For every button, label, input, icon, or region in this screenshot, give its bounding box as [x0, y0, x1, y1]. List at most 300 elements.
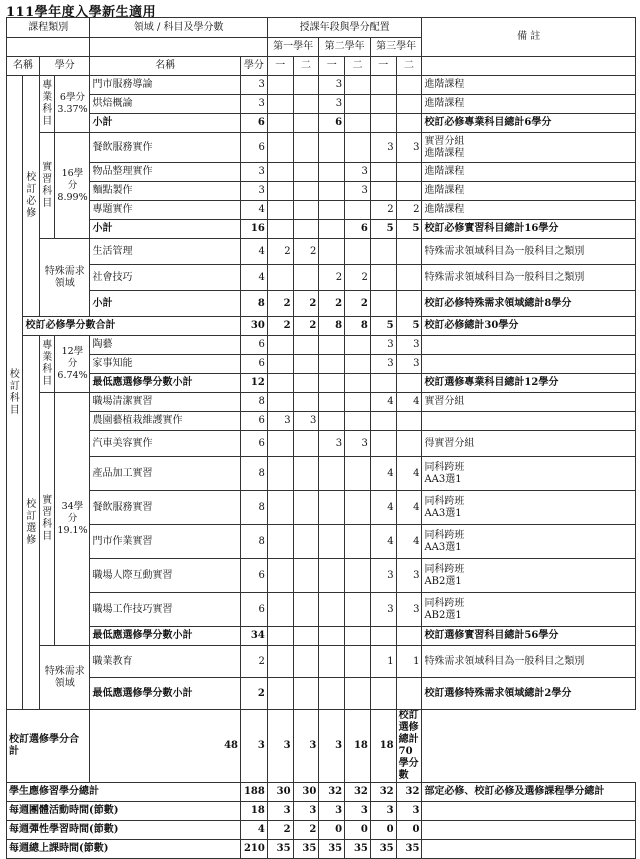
- header-subject-credits: 學分: [241, 57, 268, 76]
- semester-credit: [319, 491, 345, 525]
- semester-credit: [396, 291, 422, 317]
- semester-credit: 5: [396, 317, 422, 336]
- semester-credit: 4: [370, 457, 396, 491]
- remark-line: 進階課程: [424, 185, 465, 196]
- total-semester: 2: [293, 821, 319, 840]
- semester-credit: 8: [319, 317, 345, 336]
- semester-credit: [345, 336, 371, 355]
- total-semester: 0: [319, 821, 345, 840]
- semester-credit: [267, 336, 293, 355]
- semester-credit: [293, 627, 319, 646]
- remark-cell: [422, 317, 636, 336]
- semester-credit: [396, 182, 422, 201]
- subject-name: 家事知能: [90, 355, 241, 374]
- semester-credit: 3: [396, 559, 422, 593]
- semester-credit: [267, 393, 293, 412]
- total-semester: 32: [345, 783, 371, 802]
- semester-credit: [293, 355, 319, 374]
- semester-credit: [345, 355, 371, 374]
- remark-line: 同科跨班: [424, 529, 465, 541]
- remark-cell: [422, 220, 636, 239]
- subject-name: 職場工作技巧實習: [90, 593, 241, 627]
- total-semester: 30: [293, 783, 319, 802]
- total-semester: 0: [345, 821, 371, 840]
- remark-line: 得實習分組: [424, 437, 475, 449]
- remark-line: 進階課程: [424, 79, 465, 90]
- semester-credit: [396, 114, 422, 133]
- remark-line: 校訂必修專業科目總計6學分: [424, 117, 552, 128]
- semester-credit: [396, 627, 422, 646]
- table-row: [7, 491, 636, 525]
- semester-credit: [293, 559, 319, 593]
- semester-credit: [293, 678, 319, 710]
- total-semester: 35: [267, 840, 293, 859]
- semester-credit: [345, 95, 371, 114]
- semester-credit: [293, 393, 319, 412]
- total-semester: 0: [396, 821, 422, 840]
- semester-credit: [267, 114, 293, 133]
- remark-cell: [396, 710, 422, 783]
- semester-credit: 2: [293, 239, 319, 265]
- semester-credit: [267, 95, 293, 114]
- semester-credit: [319, 559, 345, 593]
- remark-cell: [422, 678, 636, 710]
- remark-line: 進階課程: [424, 204, 465, 215]
- semester-credit: [293, 114, 319, 133]
- remark-cell: [422, 393, 636, 412]
- semester-credit: [319, 627, 345, 646]
- semester-credit: 2: [293, 317, 319, 336]
- total-semester: 35: [345, 840, 371, 859]
- semester-credit: [267, 457, 293, 491]
- semester-credit: [396, 95, 422, 114]
- subject-name: 專題實作: [90, 201, 241, 220]
- total-semester: 3: [267, 802, 293, 821]
- header-sem: 二: [396, 57, 422, 76]
- subject-name: 職場清潔實習: [90, 393, 241, 412]
- remark-line: 校訂選修專業科目總計12學分: [424, 377, 559, 388]
- remark-line: 實習分組: [424, 396, 465, 407]
- table-row: [7, 525, 636, 559]
- semester-credit: 3: [319, 431, 345, 457]
- subject-name: 職場人際互動實習: [90, 559, 241, 593]
- semester-credit: 2: [319, 265, 345, 291]
- semester-credit: [345, 593, 371, 627]
- semester-credit: [396, 265, 422, 291]
- category-special: 特殊需求領域: [39, 239, 90, 317]
- table-row: [7, 220, 636, 239]
- subject-name: 產品加工實習: [90, 457, 241, 491]
- remark-cell: [422, 627, 636, 646]
- semester-credit: 3: [319, 95, 345, 114]
- remark-cell: [422, 374, 636, 393]
- header-cat-name: 名稱: [7, 57, 40, 76]
- semester-credit: [345, 627, 371, 646]
- subject-credits: 3: [241, 163, 268, 182]
- total-credits: 188: [241, 783, 268, 802]
- semester-credit: 2: [267, 291, 293, 317]
- semester-credit: 4: [396, 393, 422, 412]
- semester-credit: [396, 678, 422, 710]
- header-sem: 一: [319, 57, 345, 76]
- semester-credit: [370, 239, 396, 265]
- header-row-3: [7, 57, 636, 76]
- semester-credit: [345, 76, 371, 95]
- total-remark: [422, 840, 636, 859]
- subject-name: 社會技巧: [90, 265, 241, 291]
- subject-credits: 6: [241, 559, 268, 593]
- semester-credit: 3: [345, 431, 371, 457]
- remark-line: 實習分組: [424, 135, 465, 147]
- semester-credit: [396, 239, 422, 265]
- subject-credits: 8: [241, 525, 268, 559]
- remark-line: 特殊需求領域科目為一般科目之類別: [424, 655, 585, 667]
- semester-credit: [293, 133, 319, 163]
- semester-credit: 18: [370, 710, 396, 783]
- semester-credit: 3: [396, 593, 422, 627]
- semester-credit: [345, 412, 371, 431]
- semester-credit: 6: [345, 220, 371, 239]
- total-semester: 35: [370, 840, 396, 859]
- subject-credits: 8: [241, 457, 268, 491]
- semester-credit: 3: [345, 182, 371, 201]
- semester-credit: [267, 491, 293, 525]
- semester-credit: [293, 593, 319, 627]
- total-semester: 30: [267, 783, 293, 802]
- semester-credit: 4: [396, 491, 422, 525]
- table-row: [7, 336, 636, 355]
- semester-credit: [267, 76, 293, 95]
- remark-cell: [422, 593, 636, 627]
- table-row: [7, 291, 636, 317]
- table-row: [7, 133, 636, 163]
- semester-credit: [370, 76, 396, 95]
- total-remark: 部定必修、校訂必修及選修課程學分總計: [422, 783, 636, 802]
- subject-credits: 4: [241, 239, 268, 265]
- header-blank: [7, 38, 90, 57]
- subject-credits: 4: [241, 265, 268, 291]
- semester-credit: [293, 431, 319, 457]
- header-row-1: [7, 18, 636, 38]
- category-special: 特殊需求領域: [39, 646, 90, 710]
- table-row: [7, 163, 636, 182]
- total-name: 每週彈性學習時間(節數): [7, 821, 241, 840]
- subject-name: 烘焙概論: [90, 95, 241, 114]
- table-row: [7, 593, 636, 627]
- total-semester: 3: [396, 802, 422, 821]
- semester-credit: [370, 412, 396, 431]
- semester-credit: [293, 525, 319, 559]
- semester-credit: 3: [370, 355, 396, 374]
- semester-credit: 5: [396, 220, 422, 239]
- remark-cell: [422, 646, 636, 678]
- semester-credit: [319, 678, 345, 710]
- semester-credit: [267, 182, 293, 201]
- semester-credit: [267, 201, 293, 220]
- remark-line: AA3選1: [424, 473, 462, 485]
- semester-credit: [345, 457, 371, 491]
- semester-credit: [370, 291, 396, 317]
- semester-credit: [319, 133, 345, 163]
- semester-credit: [319, 412, 345, 431]
- remark-cell: [422, 114, 636, 133]
- semester-credit: [293, 220, 319, 239]
- semester-credit: [396, 431, 422, 457]
- total-row: [7, 840, 636, 859]
- semester-credit: [293, 265, 319, 291]
- header-remark: 備 註: [422, 18, 636, 57]
- total-row: [7, 783, 636, 802]
- total-remark: [422, 821, 636, 840]
- semester-credit: 4: [396, 457, 422, 491]
- category-school: 校訂科目: [7, 76, 23, 710]
- subject-name: 最低應選修學分數小計: [90, 678, 241, 710]
- semester-credit: [267, 593, 293, 627]
- credits-req-prac: 16學分 8.99%: [55, 133, 90, 239]
- subject-name: 最低應選修學分數小計: [90, 374, 241, 393]
- remark-cell: [422, 239, 636, 265]
- total-semester: 32: [370, 783, 396, 802]
- semester-credit: 2: [345, 291, 371, 317]
- subject-credits: 48: [90, 710, 241, 783]
- subject-name: 門市作業實習: [90, 525, 241, 559]
- semester-credit: [267, 133, 293, 163]
- semester-credit: [293, 76, 319, 95]
- subject-credits: 6: [241, 412, 268, 431]
- semester-credit: 6: [319, 114, 345, 133]
- subject-name: 校訂必修學分數合計: [23, 317, 241, 336]
- subject-name: 小計: [90, 291, 241, 317]
- semester-credit: 3: [396, 133, 422, 163]
- header-year-1: 第一學年: [267, 38, 319, 57]
- table-row: [7, 393, 636, 412]
- remark-line: 校訂選修特殊需求領域總計2學分: [424, 687, 572, 699]
- table-row: [7, 317, 636, 336]
- header-year-2: 第二學年: [319, 38, 371, 57]
- header-blank-3: [422, 57, 636, 76]
- remark-line: 校訂選修實習科目總計56學分: [424, 630, 559, 641]
- semester-credit: 3: [370, 593, 396, 627]
- subject-name: 陶藝: [90, 336, 241, 355]
- semester-credit: [345, 393, 371, 412]
- semester-credit: [293, 95, 319, 114]
- total-credits: 4: [241, 821, 268, 840]
- semester-credit: 3: [370, 336, 396, 355]
- remark-line: 同科跨班: [424, 495, 465, 507]
- semester-credit: [319, 239, 345, 265]
- semester-credit: 18: [345, 710, 371, 783]
- total-semester: 32: [396, 783, 422, 802]
- header-year-3: 第三學年: [370, 38, 422, 57]
- table-row: [7, 95, 636, 114]
- table-row: [7, 457, 636, 491]
- table-row: [7, 76, 636, 95]
- semester-credit: [370, 678, 396, 710]
- subject-credits: 8: [241, 291, 268, 317]
- subject-name: 職業教育: [90, 646, 241, 678]
- header-sem: 一: [370, 57, 396, 76]
- semester-credit: [345, 646, 371, 678]
- semester-credit: [396, 76, 422, 95]
- semester-credit: [345, 525, 371, 559]
- semester-credit: 4: [396, 525, 422, 559]
- header-subject-name: 名稱: [90, 57, 241, 76]
- remark-line: 校訂必修總計30學分: [424, 320, 519, 331]
- semester-credit: [267, 220, 293, 239]
- semester-credit: [396, 374, 422, 393]
- remark-cell: [422, 525, 636, 559]
- subject-name: 農園藝植栽維護實作: [90, 412, 241, 431]
- semester-credit: [370, 114, 396, 133]
- semester-credit: 2: [267, 317, 293, 336]
- table-row: [7, 355, 636, 374]
- subject-credits: 4: [241, 201, 268, 220]
- semester-credit: 3: [293, 412, 319, 431]
- remark-cell: [422, 291, 636, 317]
- semester-credit: [319, 374, 345, 393]
- alloc-label: 授課年段與學分配置: [299, 21, 390, 33]
- semester-credit: [267, 525, 293, 559]
- subject-credits: 12: [241, 374, 268, 393]
- semester-credit: [293, 336, 319, 355]
- semester-credit: [370, 431, 396, 457]
- semester-credit: [267, 559, 293, 593]
- subject-credits: 3: [241, 182, 268, 201]
- semester-credit: 2: [267, 239, 293, 265]
- total-credits: 18: [241, 802, 268, 821]
- total-row: [7, 821, 636, 840]
- total-remark: [422, 802, 636, 821]
- remark-line: AA3選1: [424, 541, 462, 553]
- table-row: [7, 646, 636, 678]
- category-practice: 實習科目: [39, 133, 54, 239]
- header-sem: 一: [267, 57, 293, 76]
- header-cat-credits: 學分: [39, 57, 90, 76]
- semester-credit: [396, 163, 422, 182]
- total-semester: 3: [319, 802, 345, 821]
- semester-credit: 3: [319, 76, 345, 95]
- semester-credit: [267, 355, 293, 374]
- category-elective: 校訂選修: [23, 336, 39, 710]
- subject-credits: 30: [241, 317, 268, 336]
- header-sem: 二: [345, 57, 371, 76]
- category-professional: 專業科目: [39, 336, 54, 393]
- semester-credit: 3: [241, 710, 268, 783]
- semester-credit: 4: [370, 491, 396, 525]
- subject-credits: 34: [241, 627, 268, 646]
- remark-cell: [422, 431, 636, 457]
- remark-cell: [422, 336, 636, 355]
- remark-cell: [422, 412, 636, 431]
- credits-req-prof: 6學分 3.37%: [55, 76, 90, 133]
- table-row: [7, 710, 636, 783]
- semester-credit: [293, 201, 319, 220]
- remark-line: 進階課程: [424, 147, 465, 159]
- subject-credits: 16: [241, 220, 268, 239]
- semester-credit: [319, 201, 345, 220]
- header-allocation: [267, 18, 422, 38]
- semester-credit: [319, 457, 345, 491]
- table-row: [7, 627, 636, 646]
- semester-credit: [345, 374, 371, 393]
- credits-ele-prac: 34學分 19.1%: [55, 393, 90, 646]
- semester-credit: [267, 265, 293, 291]
- table-row: [7, 114, 636, 133]
- semester-credit: [370, 374, 396, 393]
- table-row: [7, 239, 636, 265]
- subject-name: 小計: [90, 114, 241, 133]
- subject-name: 生活管理: [90, 239, 241, 265]
- remark-cell: [422, 201, 636, 220]
- remark-line: 同科跨班: [424, 563, 465, 575]
- remark-line: 進階課程: [424, 98, 465, 109]
- total-semester: 35: [293, 840, 319, 859]
- subject-credits: 2: [241, 678, 268, 710]
- semester-credit: [293, 374, 319, 393]
- subject-name: 物品整理實作: [90, 163, 241, 182]
- semester-credit: 3: [267, 412, 293, 431]
- semester-credit: 4: [370, 525, 396, 559]
- semester-credit: [293, 491, 319, 525]
- remark-line: 同科跨班: [424, 597, 465, 609]
- semester-credit: 3: [293, 710, 319, 783]
- semester-credit: [319, 163, 345, 182]
- subject-credits: 6: [241, 114, 268, 133]
- semester-credit: 2: [370, 201, 396, 220]
- semester-credit: [267, 163, 293, 182]
- semester-credit: 2: [319, 291, 345, 317]
- remark-line: 同科跨班: [424, 461, 465, 473]
- semester-credit: [319, 525, 345, 559]
- semester-credit: [345, 239, 371, 265]
- semester-credit: [345, 678, 371, 710]
- subject-name: 餐飲服務實作: [90, 133, 241, 163]
- semester-credit: 4: [370, 393, 396, 412]
- semester-credit: [319, 646, 345, 678]
- semester-credit: [319, 355, 345, 374]
- remark-cell: [422, 163, 636, 182]
- semester-credit: [370, 265, 396, 291]
- subject-name: 小計: [90, 220, 241, 239]
- semester-credit: 8: [345, 317, 371, 336]
- category-required: 校訂必修: [23, 76, 39, 317]
- remark-line: AB2選1: [424, 609, 462, 621]
- curriculum-table: [6, 17, 636, 859]
- subject-credits: 6: [241, 593, 268, 627]
- subject-credits: 8: [241, 393, 268, 412]
- subject-name: 麵點製作: [90, 182, 241, 201]
- semester-credit: [293, 182, 319, 201]
- subject-credits: 3: [241, 95, 268, 114]
- semester-credit: [319, 336, 345, 355]
- remark-cell: [422, 355, 636, 374]
- remark-cell: [422, 559, 636, 593]
- remark-cell: [422, 491, 636, 525]
- remark-line: 進階課程: [424, 166, 465, 177]
- subject-credits: 6: [241, 133, 268, 163]
- semester-credit: 3: [396, 355, 422, 374]
- table-row: [7, 265, 636, 291]
- remark-cell: [422, 182, 636, 201]
- header-blank-2: [90, 38, 267, 57]
- remark-line: 特殊需求領域科目為一般科目之類別: [424, 271, 585, 283]
- total-semester: 0: [370, 821, 396, 840]
- semester-credit: [293, 457, 319, 491]
- semester-credit: [319, 593, 345, 627]
- semester-credit: 3: [345, 163, 371, 182]
- total-name: 學生應修習學分總計: [7, 783, 241, 802]
- semester-credit: [345, 559, 371, 593]
